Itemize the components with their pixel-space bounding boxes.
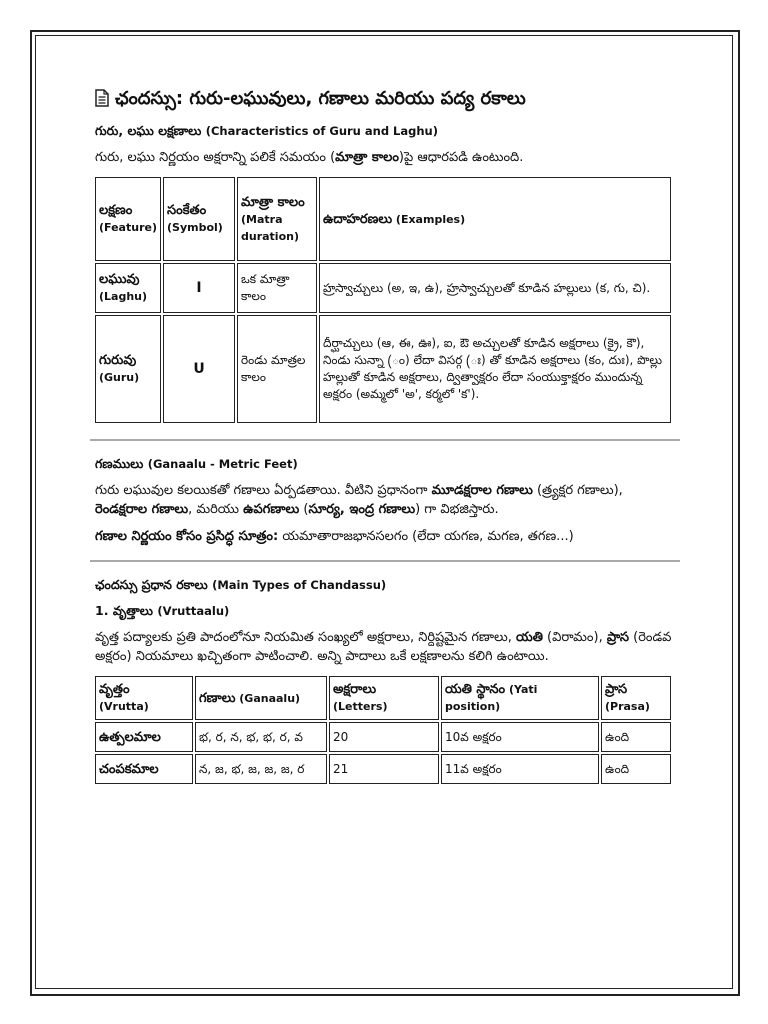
symbol-cell: U (163, 315, 235, 423)
feature-cell: లఘువు (Laghu) (95, 263, 161, 313)
letters-cell: 20 (329, 722, 439, 752)
table-row (95, 315, 671, 423)
prasa-cell: ఉంది (601, 754, 671, 784)
header-cell: యతి స్థానం (Yati position) (441, 676, 599, 720)
ganalu-description: గురు లఘువుల కలయికతో గణాలు ఏర్పడతాయి. వీటిని ప్రధానంగా మూడక్షరాల గణాలు (త్ర్యక్షర గణాలు), రెండక్షరాల గణాలు, మరియు ఉపగణాలు (సూర్య, ఇంద్ర గణాలు) గా విభజిస్తారు. (95, 483, 623, 517)
duration-cell: రెండు మాత్రల కాలం (237, 315, 317, 423)
header-cell: సంకేతం (Symbol) (163, 177, 235, 261)
feature-cell: గురువు (Guru) (95, 315, 161, 423)
page-title-text: ఛందస్సు: గురు-లఘువులు, గణాలు మరియు పద్య రకాలు (115, 88, 526, 109)
examples-cell: దీర్ఘాచ్చులు (ఆ, ఈ, ఊ), ఐ, ఔ అచ్చులతో కూడిన అక్షరాలు (క్రై, కౌ), నిండు సున్నా (ం) లేదా విసర్గ (ః) తో కూడిన అక్షరాలు (కం, దుః), పొల్లు హల్లుతో కూడిన అక్షరాలు, ద్విత్వాక్షరం లేదా సంయుక్తాక్షరం ముందున్న అక్షరం (అమ్మలో 'అ', కర్మలో 'క'). (319, 315, 671, 423)
yati-cell: 11వ అక్షరం (441, 754, 599, 784)
vrutta-name-cell: చంపకమాల (95, 754, 193, 784)
header-cell: గణాలు (Ganaalu) (195, 676, 327, 720)
section-divider (90, 439, 680, 441)
vrutta-name-cell: ఉత్పలమాల (95, 722, 193, 752)
duration-cell: ఒక మాత్రా కాలం (237, 263, 317, 313)
header-cell: వృత్తం (Vrutta) (95, 676, 193, 720)
header-cell: ఉదాహరణలు (Examples) (319, 177, 671, 261)
document-content (95, 86, 675, 798)
ganas-cell: న, జ, భ, జ, జ, జ, ర (195, 754, 327, 784)
header-cell: మాత్రా కాలం (Matra duration) (237, 177, 317, 261)
table-row (95, 263, 671, 313)
table-header-row (95, 676, 671, 720)
yati-cell: 10వ అక్షరం (441, 722, 599, 752)
page-title (95, 86, 675, 112)
ganalu-formula: గణాల నిర్ణయం కోసం ప్రసిద్ధ సూత్రం: యమాతారాజభానసలగం (లేదా యగణ, మగణ, తగణ...) (95, 529, 574, 544)
document-icon (95, 89, 109, 107)
section-heading-ganalu: గణములు (Ganaalu - Metric Feet) (95, 456, 298, 471)
header-cell: ప్రాస (Prasa) (601, 676, 671, 720)
symbol-cell: I (163, 263, 235, 313)
table-row (95, 754, 671, 784)
vruttalu-description: వృత్త పద్యాలకు ప్రతి పాదంలోనూ నియమిత సంఖ్యలో అక్షరాలు, నిర్దిష్టమైన గణాలు, యతి (విరామం), ప్రాస (రెండవ అక్షరం) నియమాలు ఖచ్చితంగా పాటించాలి. అన్ని పాదాలు ఒకే లక్షణాలను కలిగి ఉంటాయి. (95, 630, 672, 664)
guru-laghu-table (93, 175, 673, 425)
header-cell: లక్షణం (Feature) (95, 177, 161, 261)
table-header-row (95, 177, 671, 261)
sub-heading-vruttalu: 1. వృత్తాలు (Vruttaalu) (95, 603, 230, 618)
vrutta-table (93, 674, 673, 786)
examples-cell: హ్రస్వాచ్చులు (అ, ఇ, ఉ), హ్రస్వాచ్చులతో కూడిన హల్లులు (క, గు, చి). (319, 263, 671, 313)
guru-laghu-intro: గురు, లఘు నిర్ణయం అక్షరాన్ని పలికే సమయం (మాత్రా కాలం)పై ఆధారపడి ఉంటుంది. (95, 150, 524, 165)
section-heading-types: ఛందస్సు ప్రధాన రకాలు (Main Types of Chandassu) (95, 577, 387, 592)
section-divider (90, 560, 680, 562)
ganas-cell: భ, ర, న, భ, భ, ర, వ (195, 722, 327, 752)
header-cell: అక్షరాలు (Letters) (329, 676, 439, 720)
prasa-cell: ఉంది (601, 722, 671, 752)
section-heading-guru-laghu: గురు, లఘు లక్షణాలు (Characteristics of Guru and Laghu) (95, 123, 438, 138)
letters-cell: 21 (329, 754, 439, 784)
table-row (95, 722, 671, 752)
